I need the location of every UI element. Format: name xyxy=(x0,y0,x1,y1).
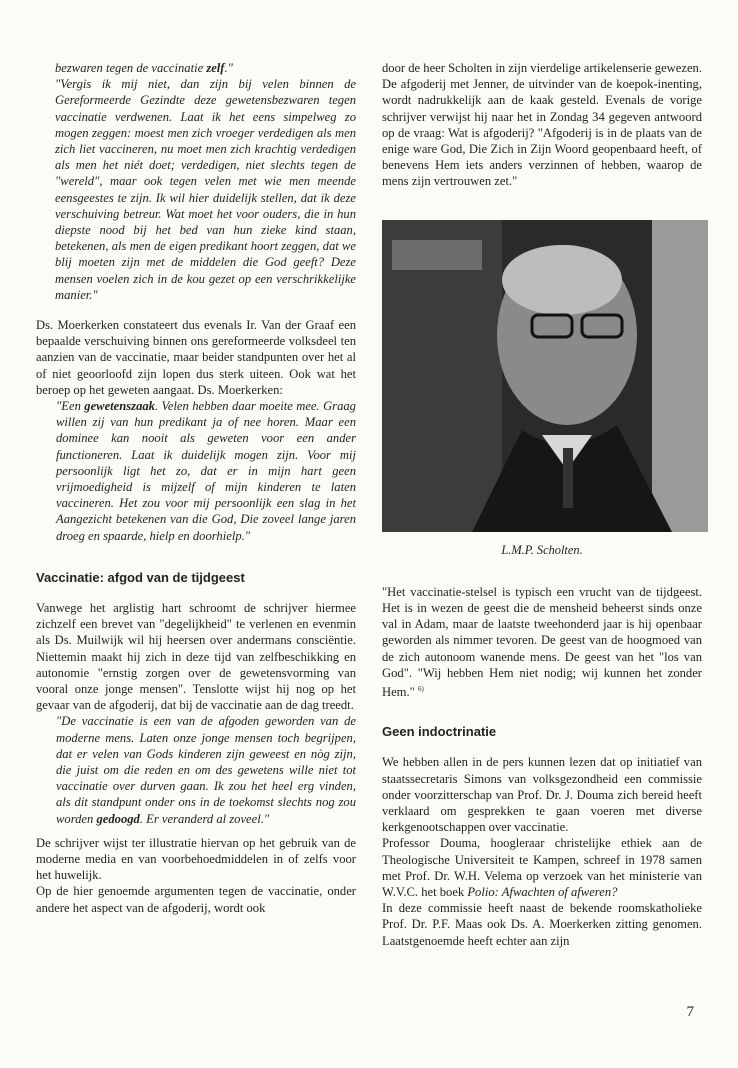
section-heading: Geen indoctrinatie xyxy=(382,724,497,740)
footnote-marker: 6) xyxy=(417,685,424,694)
quote-block-3: "De vaccinatie is een van de afgoden geworden van de moderne mens. Laten onze jonge mensen toch begrijpen, dat er velen van Gods kinderen zijn geweest en nòg zijn, die juist om die reden en om des gewetens wille niet tot vaccinatie over durven gaan. Ik zou het heel erg vinden, als dit standpunt onder ons in de toekomst slechts nog zou worden gedoogd. Er veranderd al zoveel." xyxy=(56,714,356,826)
portrait-photo xyxy=(382,220,708,532)
left-column xyxy=(36,60,356,916)
paragraph: door de heer Scholten in zijn vierdelige artikelenserie gewezen. De afgoderij met Jenner, de uitvinder van de koepok-inenting, wordt nadrukkelijk aan de kaak gesteld. Evenals de vorige schrijver verwijst hij naar het in Zondag 34 gegeven antwoord op de vraag: Wat is afgoderij? "Afgoderij is in de plaats van de enige ware God, Die Zich in Zijn Woord geopenbaard heeft, of benevens Hem iets anders verzinnen of hebben, waarop de mens zijn vertrouwen zet." xyxy=(382,61,702,189)
paragraph: "Het vaccinatie-stelsel is typisch een vrucht van de tijdgeest. Het is in wezen de geest die de mensheid beheerst sinds onze val in Adam, maar de laatste tweehonderd jaar is hij openbaar geworden als nimmer tevoren. De geest van de hoogmoed van de zich autonoom wanende mens. De geest van het "los van God". "Wij hebben Hem niet nodig; wij kunnen het zonder Hem." $^{6)}$ xyxy=(382,584,702,700)
paragraph: Ds. Moerkerken constateert dus evenals Ir. Van der Graaf een bepaalde verschuiving binnen ons gereformeerde volksdeel ten aanzien van de vaccinatie, maar beider standpunten over het al of niet geoorloofd zijn lopen dus sterk uiteen. Ook wat het beroep op het geweten aangaat. Ds. Moerkerken: xyxy=(36,318,356,397)
section-heading: Vaccinatie: afgod van de tijdgeest xyxy=(36,569,245,585)
quote-text: "Vergis ik mij niet, dan zijn bij velen binnen de Gereformeerde Gezindte deze gewetensbezwaren tegen vaccinatie verdwenen. Laat ik het eens simpelweg zo mogen zeggen: moest men zich vroeger verdedigen als men zich liet vaccineren, nu moet men zich krachtig verdedigen als men het niét doet; verdedigen, niet slechts tegen de "wereld", maar ook tegen velen met wie men meende eensgeestes te zijn. Ik wil hier duidelijk stellen, dat ik deze verschuiving betreur. Wat moet het voor ouders, die in hun diepste nood bij het bed van hun zieke kind staan, betekenen, als men de eigen predikant hoort zeggen, dat we blij moeten zijn met de middelen die God geeft? Deze mensen voelen zich in de kou gezet op een verschrikkelijke manier." xyxy=(55,77,356,302)
quote-text: ." xyxy=(224,61,233,75)
portrait-illustration xyxy=(382,220,708,532)
paragraph: Professor Douma, hoogleraar christelijke ethiek aan de Theologische Universiteit te Kampen, schreef in 1978 samen met Prof. Dr. W.H. Velema op verzoek van het ministerie van W.V.C. het boek Polio: Afwachten of afweren? xyxy=(382,836,702,900)
quote-block-2: "Een gewetenszaak. Velen hebben daar moeite mee. Graag willen zij van hun predikant ja of nee horen. Maar een dominee kan nooit als geweten voor een ander functioneren. Laat ik duidelijk mogen zijn. Voor mij persoonlijk ligt het zo, dat er in mijn hart geen vrijmoedigheid is mijzelf of mijn kinderen te laten vaccineren. Het zou voor mij persoonlijk een slag in het Aangezicht betekenen van die God, Die zoveel lange jaren droeg en spaarde, hielp en doorhielp." xyxy=(56,399,356,543)
page-number: 7 xyxy=(686,1004,694,1020)
paragraph: We hebben allen in de pers kunnen lezen dat op initiatief van staatssecretaris Simons van volksgezondheid een commissie onder voorzitterschap van Prof. Dr. J. Douma zich bereid heeft verklaard om gesprekken te gaan voeren met diverse kerkgenootschappen over vaccinatie. xyxy=(382,755,702,835)
bold-word: gedoogd xyxy=(96,811,140,826)
paragraph: Vanwege het arglistig hart schroomt de schrijver hiermee zichzelf een brevet van "degelijkheid" te verlenen en evenmin als Ds. Muilwijk wil hij heersen over andermans consciëntie. Niettemin maakt hij zich in deze tijd van zelfbeschikking en autonomie "ernstig zorgen over de gewetensvorming van vooral onze jonge mensen". Tenslotte wijst hij nog op het gevaar van de afgoderij, dat bij de vaccinatie aan de dag treedt. xyxy=(36,600,356,713)
right-column xyxy=(382,60,702,949)
book-title: Polio: Afwachten of afweren? xyxy=(467,885,618,900)
photo-caption: L.M.P. Scholten. xyxy=(501,542,583,557)
paragraph: In deze commissie heeft naast de bekende roomskatholieke Prof. Dr. P.F. Maas ook Ds. A. Moerkerken zitting genomen. Laatstgenoemde heeft echter aan zijn xyxy=(382,901,702,948)
bold-word: gewetenszaak xyxy=(84,399,155,414)
bold-word: zelf xyxy=(206,61,225,75)
paragraph: Op de hier genoemde argumenten tegen de vaccinatie, onder andere het aspect van de afgoderij, wordt ook xyxy=(36,884,356,915)
quote-text: bezwaren tegen de vaccinatie xyxy=(55,61,207,75)
quote-block-1 xyxy=(36,60,356,303)
paragraph: De schrijver wijst ter illustratie hiervan op het gebruik van de moderne media en van voorbehoedmiddelen in of zelfs voor het huwelijk. xyxy=(36,835,356,883)
